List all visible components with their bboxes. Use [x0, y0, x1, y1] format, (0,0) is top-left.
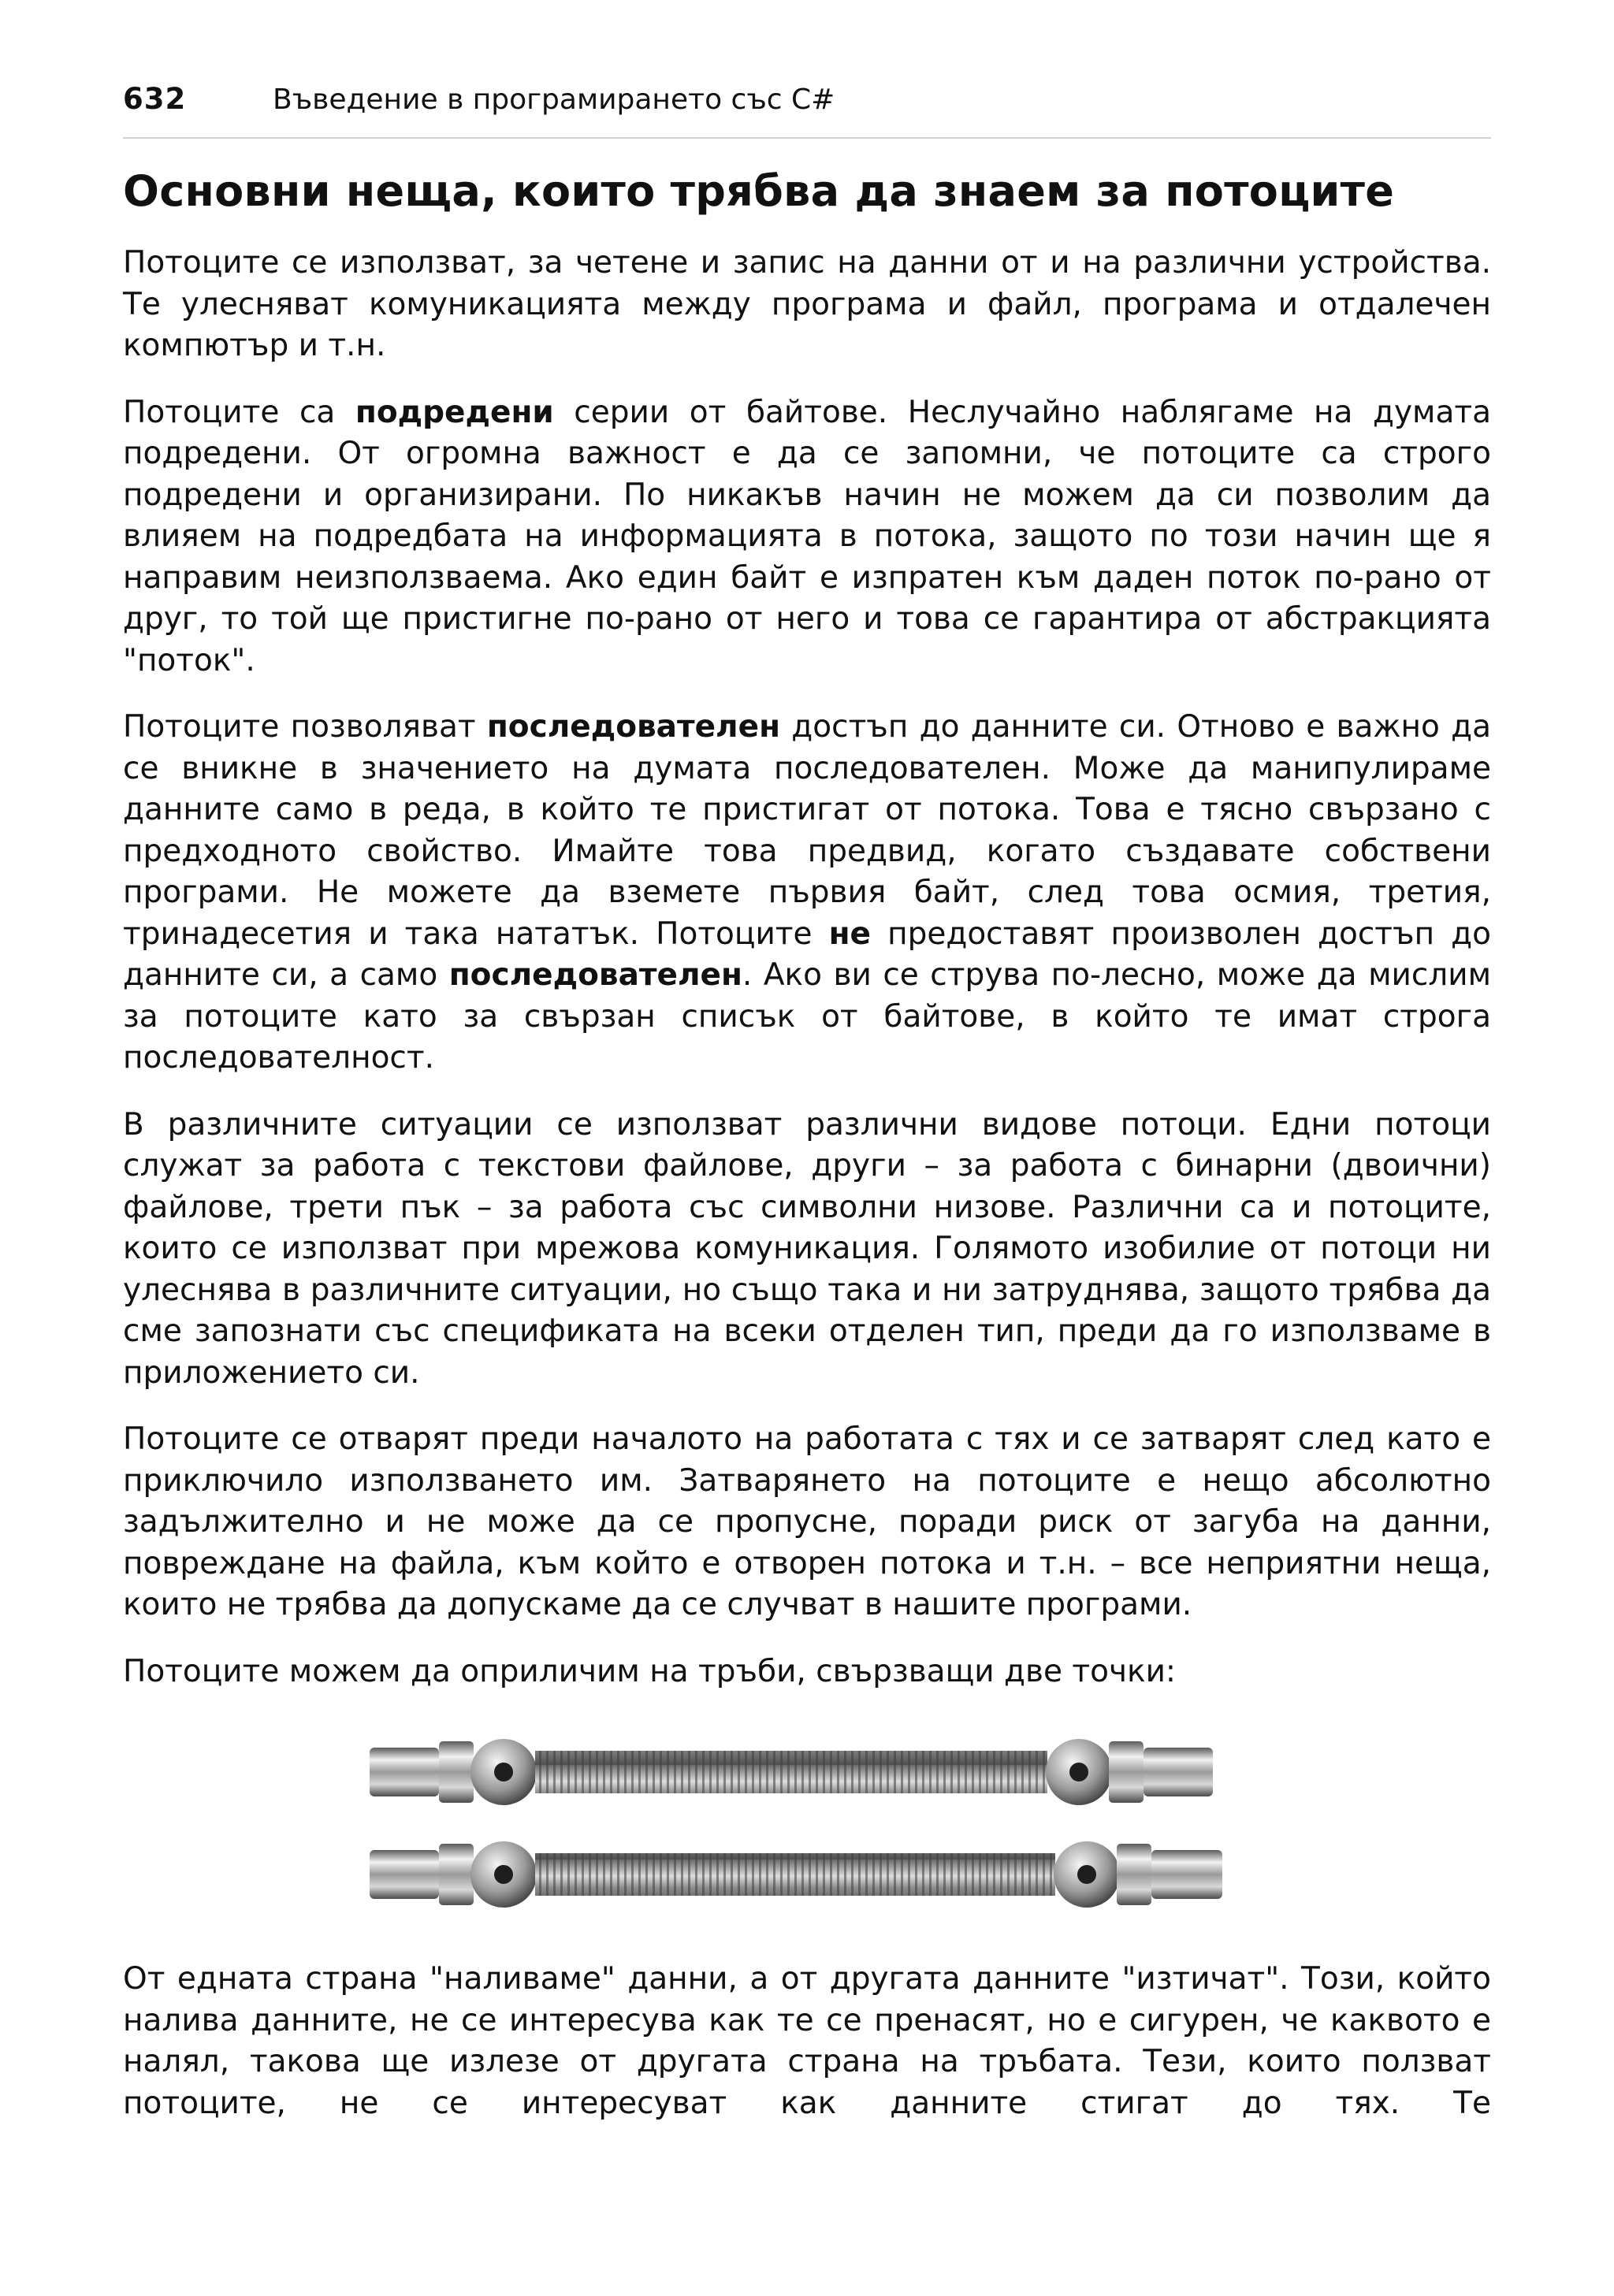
paragraph-3 — [123, 707, 1491, 1079]
pipes-figure — [362, 1718, 1252, 1930]
paragraph-7: От едната страна "наливаме" данни, а от другата данните "изтичат". Този, който налива данните, не се интересува как те се пренасят, но е сигурен, че каквото е налял, такова ще излезе от другата страна на тръбата. Тези, които ползват потоците, не се интересуват как данните стигат до тях. Те — [123, 1961, 1491, 2121]
paragraph-2-text: Потоците са — [123, 394, 355, 430]
paragraph-2-text-rest: серии от байтове. Неслучайно наблягаме на думата подредени. От огромна важност е да се запомни, че потоците са строго подредени и организирани. По никакъв начин не можем да си позволим да влияем на подредбата на информацията в потока, защото по този начин ще я направим неизползваема. Ако един байт е изпратен към даден поток по-рано от друг, то той ще пристигне по-рано от него и това се гарантира от абстракцията "поток". — [123, 394, 1491, 678]
paragraph-6: Потоците можем да оприличим на тръби, свързващи две точки: — [123, 1653, 1177, 1689]
paragraph-4: В различните ситуации се използват различни видове потоци. Едни потоци служат за работа с текстови файлове, други – за работа с бинарни (двоични) файлове, трети пък – за работа със символни низове. Различни са и потоците, които се използват при мрежова комуникация. Голямото изобилие от потоци ни улеснява в различните ситуации, но също така и ни затруднява, защото трябва да сме запознати със спецификата на всеки отделен тип, преди да го използваме в приложението си. — [123, 1106, 1491, 1391]
section-title: Основни неща, които трябва да знаем за потоците — [123, 166, 1395, 216]
emphasis-ordered: подредени — [355, 394, 554, 430]
emphasis-not: не — [828, 916, 872, 952]
page-number: 632 — [123, 82, 187, 116]
paragraph-1: Потоците се използват, за четене и запис на данни от и на различни устройства. Те улесняват комуникацията между програма и файл, програма и отдалечен компютър и т.н. — [123, 245, 1491, 364]
pipe-bottom — [370, 1841, 1222, 1908]
paragraph-3-text-2: достъп до данните си. Отново е важно да се вникне в значението на думата последователен. Може да манипулираме данните само в реда, в който те пристигат от потока. Това е тясно свързано с предходното свойство. Имайте това предвид, когато създавате собствени програми. Не можете да вземете първия байт, след това осмия, третия, тринадесетия и така нататък. Потоците — [123, 709, 1491, 952]
paragraph-2 — [123, 392, 1491, 682]
running-header — [123, 82, 1491, 139]
paragraph-3-text: Потоците позволяват — [123, 709, 487, 745]
paragraph-3-text-4: . Ако ви се струва по-лесно, може да мислим за потоците като за свързан списък от байтове, в който те имат строга последователност. — [123, 957, 1491, 1076]
book-title: Въведение в програмирането със C# — [273, 84, 835, 116]
pipe-top — [370, 1739, 1213, 1805]
emphasis-sequential-2: последователен — [448, 957, 742, 994]
paragraph-5: Потоците се отварят преди началото на работата с тях и се затварят след като е приключило използването им. Затварянето на потоците е нещо абсолютно задължително и не може да се пропусне, поради риск от загуба на данни, повреждане на файла, към който е отворен потока и т.н. – все неприятни неща, които не трябва да допускаме да се случват в нашите програми. — [123, 1421, 1491, 1623]
page — [123, 82, 1491, 2149]
paragraph-3-text-3: предоставят произволен достъп до данните си, а само — [123, 916, 1491, 994]
emphasis-sequential: последователен — [486, 709, 781, 745]
